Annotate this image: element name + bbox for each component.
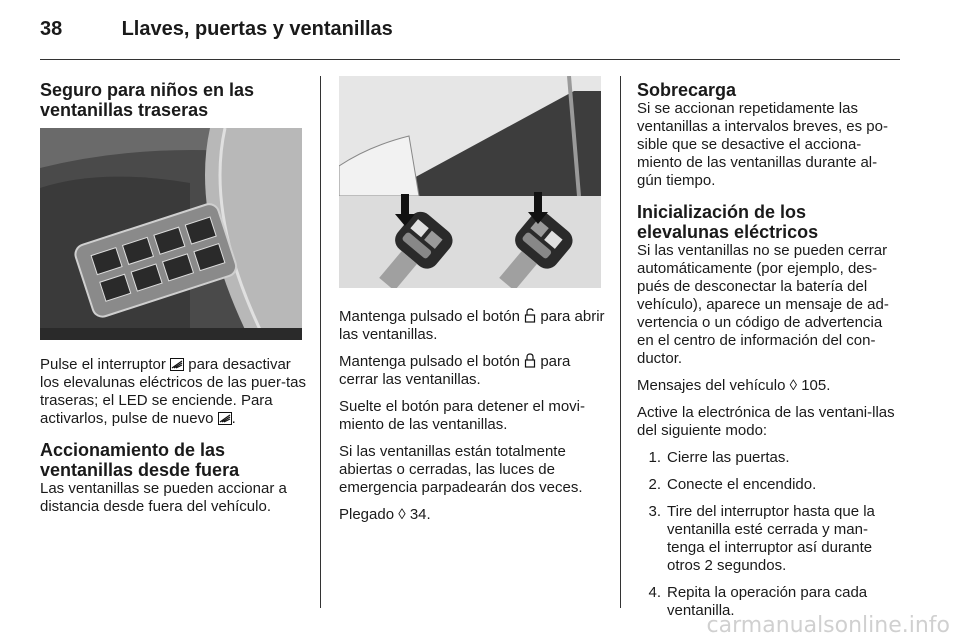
watermark-text: carmanualsonline.info (706, 613, 950, 638)
section-heading-overload: Sobrecarga (637, 80, 737, 100)
child-lock-switch-icon (218, 412, 232, 425)
section-heading-remote-operation: Accionamiento de las ventanillas desde fuera (40, 440, 240, 480)
unlock-icon (524, 308, 536, 323)
column-divider-2 (620, 76, 621, 608)
column-3 (637, 80, 901, 629)
child-lock-switch-icon (170, 358, 184, 371)
column-divider-1 (320, 76, 321, 608)
hazard-lights-paragraph: Si las ventanillas están totalmente abiertas o cerradas, las luces de emergencia parpadearán dos veces. (339, 443, 583, 496)
lock-icon (524, 353, 536, 368)
list-item: 4. Repita la operación para cada ventanilla. (648, 584, 868, 619)
close-windows-paragraph: Mantenga pulsado el botón para cerrar las ventanillas. (339, 353, 571, 388)
column-2 (339, 76, 607, 533)
page-header (40, 18, 393, 41)
page-reference-arrow-icon: ◊ (398, 506, 406, 523)
column-1 (40, 80, 308, 525)
initialization-steps-list (637, 449, 901, 620)
overload-paragraph: Si se accionan repetidamente las ventanillas a intervalos breves, es po-sible que se desactive el acciona-miento de las ventanillas durante al-gún tiempo. (637, 100, 888, 189)
page-reference-arrow-icon: ◊ (789, 377, 798, 394)
activate-electronics-paragraph: Active la electrónica de las ventani-llas del siguiente modo: (637, 404, 895, 439)
open-windows-paragraph: Mantenga pulsado el botón para abrir las ventanillas. (339, 308, 605, 343)
release-button-paragraph: Suelte el botón para detener el movi-miento de las ventanillas. (339, 398, 585, 433)
list-item: 1. Cierre las puertas. (648, 449, 790, 466)
initialization-paragraph: Si las ventanillas no se pueden cerrar automáticamente (por ejemplo, des-pués de desconectar la batería del vehículo), aparece un mensaje de ad-vertencia o un código de advertencia en el centro de información del con-ductor. (637, 242, 889, 367)
chapter-title: Llaves, puertas y ventanillas (121, 18, 393, 40)
folding-reference-paragraph: Plegado ◊ 34. (339, 506, 431, 523)
header-rule (40, 59, 900, 60)
remote-operation-paragraph: Las ventanillas se pueden accionar a distancia desde fuera del vehículo. (40, 480, 287, 515)
vehicle-messages-paragraph: Mensajes del vehículo ◊ 105. (637, 377, 831, 394)
door-switch-illustration (40, 128, 302, 340)
child-lock-paragraph: Pulse el interruptor para desactivar los elevalunas eléctricos de las puer-tas traseras; el LED se enciende. Para activarlos, pulse de nuevo . (40, 356, 306, 427)
page-reference-link[interactable]: 105. (801, 377, 831, 394)
page-number: 38 (40, 18, 63, 40)
list-item: 3. Tire del interruptor hasta que la ventanilla esté cerrada y man-tenga el interruptor así durante otros 2 segundos. (648, 503, 875, 574)
section-heading-child-lock: Seguro para niños en las ventanillas traseras (40, 80, 255, 120)
section-heading-initialization: Inicialización de los elevalunas eléctricos (637, 202, 819, 242)
key-window-illustration (339, 76, 601, 288)
list-item: 2. Conecte el encendido. (648, 476, 817, 493)
page-reference-link[interactable]: 34. (409, 506, 431, 523)
